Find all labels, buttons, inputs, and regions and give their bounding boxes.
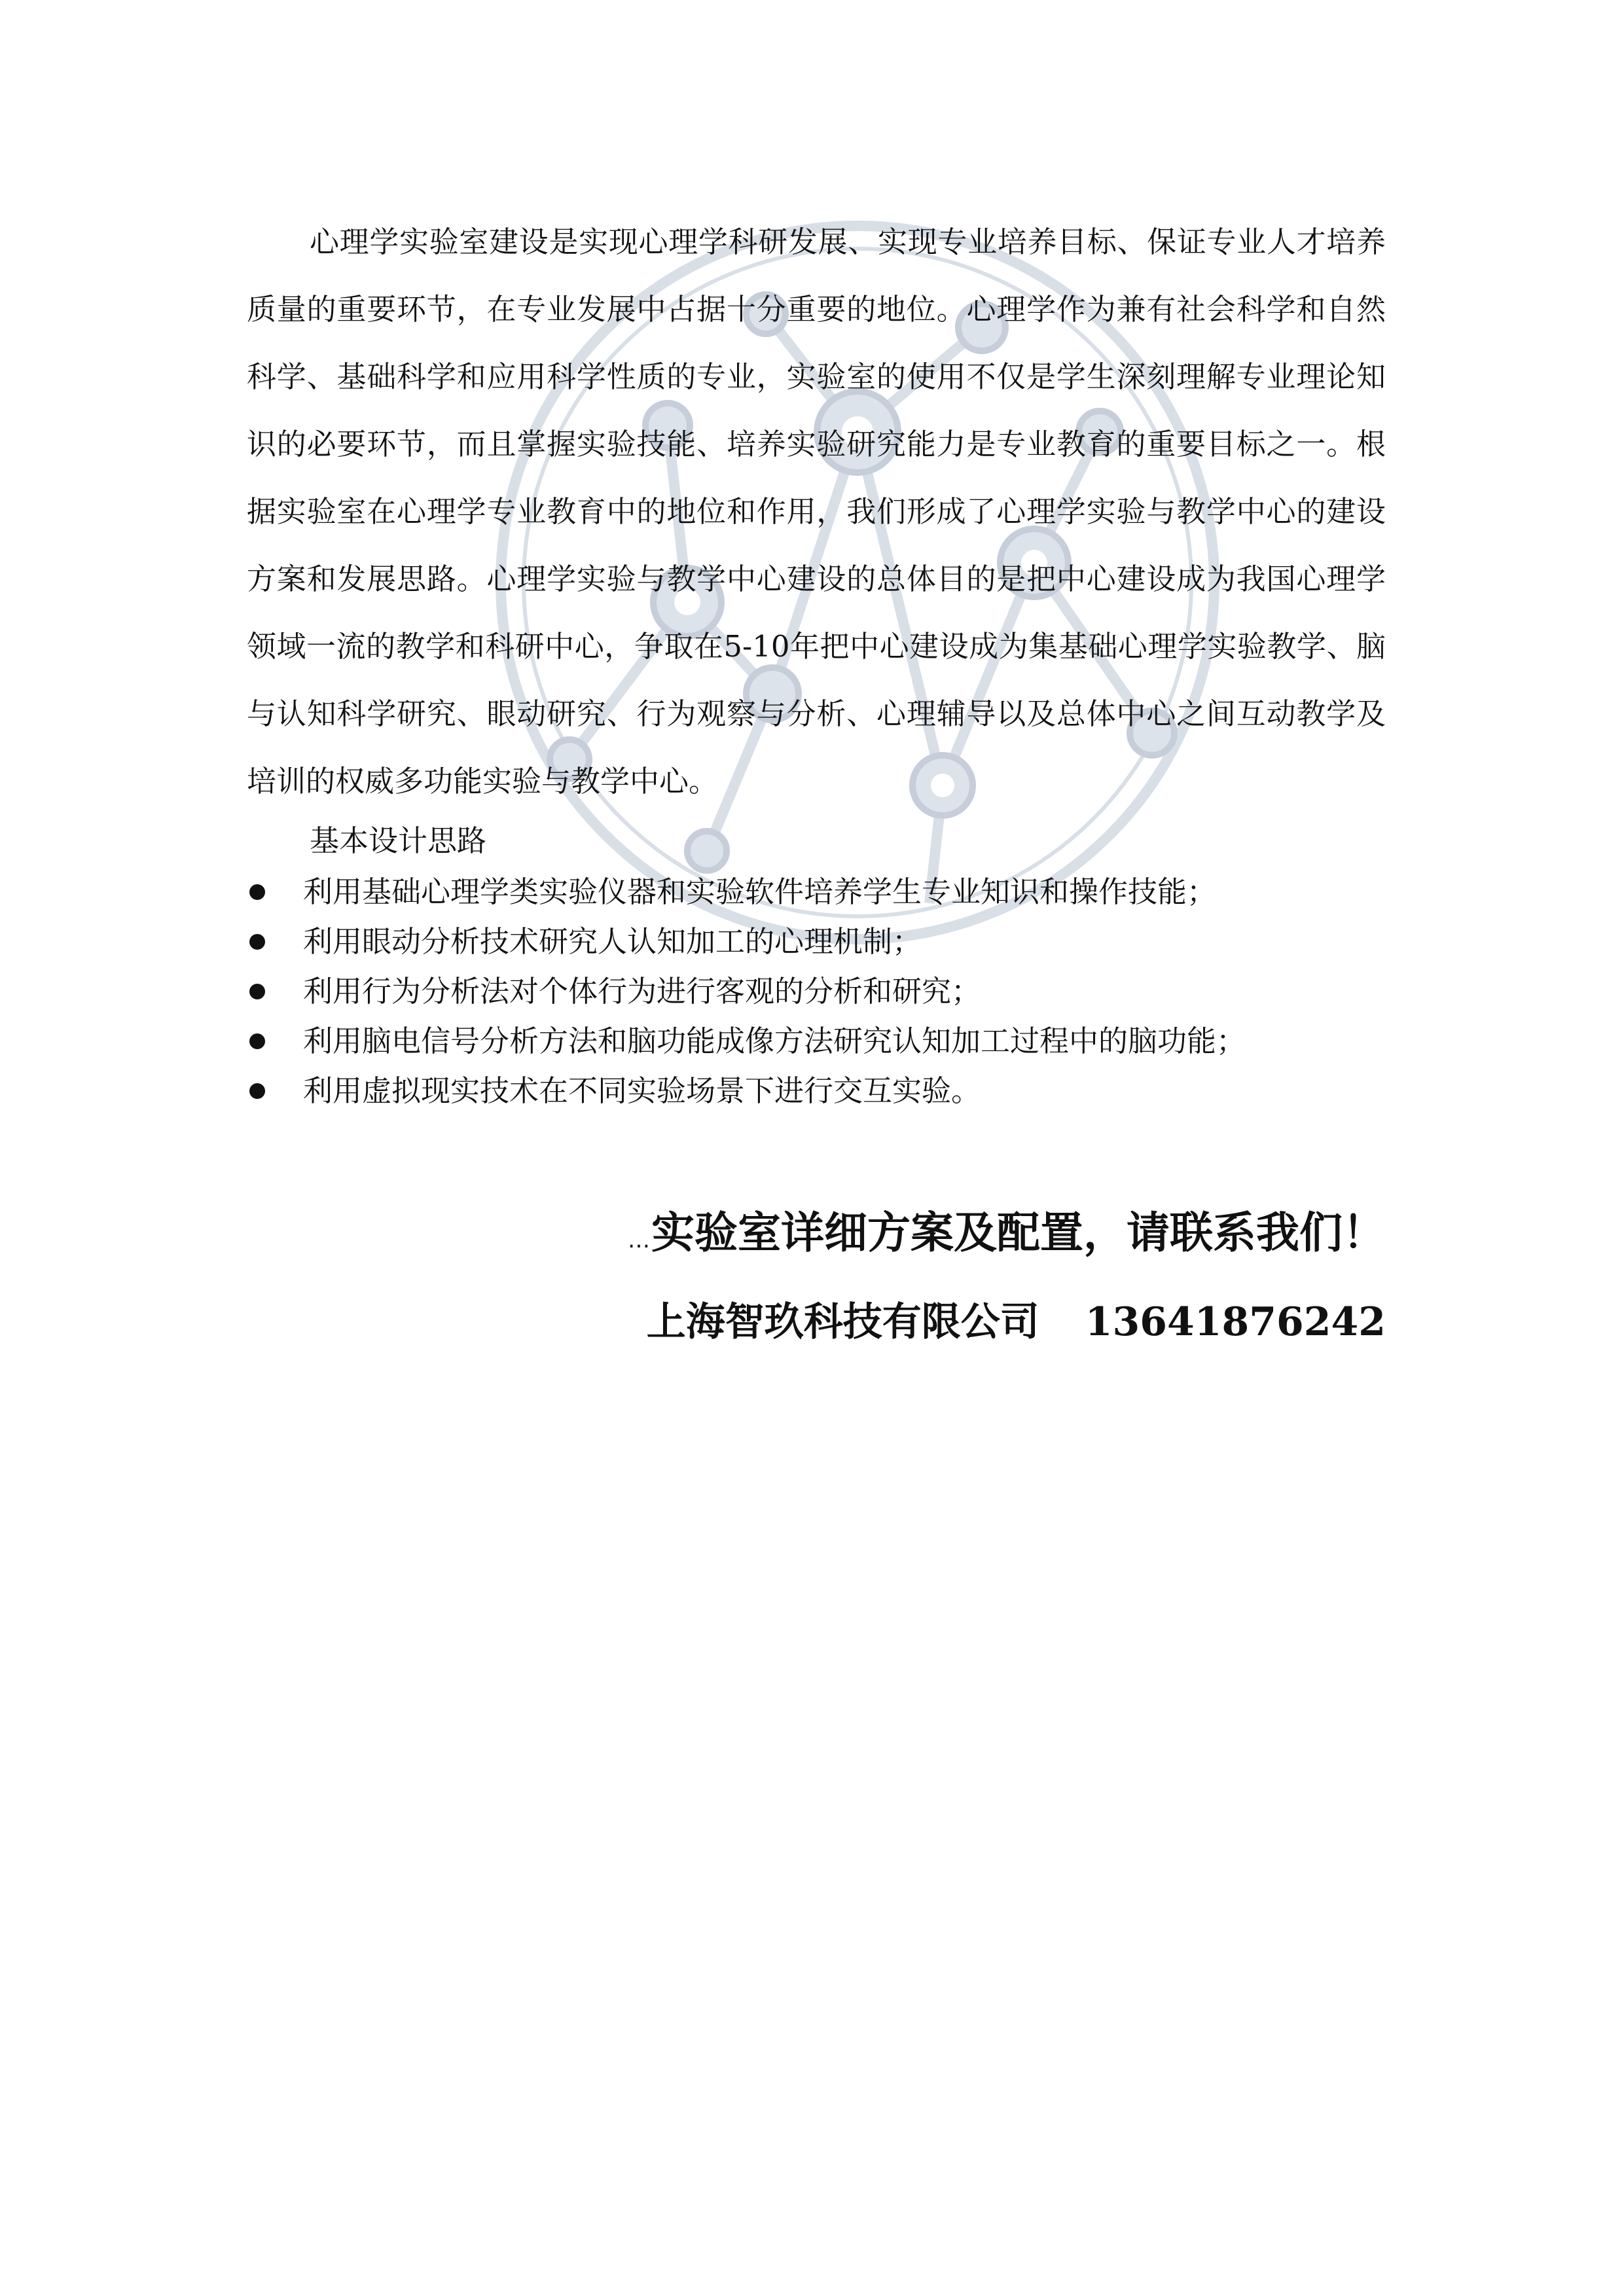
intro-paragraph: 心理学实验室建设是实现心理学科研发展、实现专业培养目标、保证专业人才培养质量的重要环节，在专业发展中占据十分重要的地位。心理学作为兼有社会科学和自然科学、基础科学和应用科学性质的专业，实验室的使用不仅是学生深刻理解专业理论知识的必要环节，而且掌握实验技能、培养实验研究能力是专业教育的重要目标之一。根据实验室在心理学专业教育中的地位和作用，我们形成了心理学实验与教学中心的建设方案和发展思路。心理学实验与教学中心建设的总体目的是把中心建设成为我国心理学领域一流的教学和科研中心，争取在5-10年把中心建设成为集基础心理学实验教学、脑与认知科学研究、眼动研究、行为观察与分析、心理辅导以及总体中心之间互动教学及培训的权威多功能实验与教学中心。 xyxy=(247,224,1386,798)
list-item-text: 利用行为分析法对个体行为进行客观的分析和研究； xyxy=(303,974,981,1009)
design-bullet-list xyxy=(247,867,1386,1116)
bullet-dot-icon xyxy=(249,984,265,999)
list-item xyxy=(247,867,1386,917)
list-item xyxy=(247,1016,1386,1066)
bullet-dot-icon xyxy=(249,884,265,900)
bullet-dot-icon xyxy=(249,1083,265,1099)
list-item-text: 利用基础心理学类实验仪器和实验软件培养学生专业知识和操作技能； xyxy=(303,874,1217,909)
callout-ellipsis: … xyxy=(628,1227,651,1253)
document-body xyxy=(247,208,1386,1116)
contact-callout xyxy=(628,1198,1386,1260)
callout-text: 实验室详细方案及配置，请联系我们！ xyxy=(651,1208,1386,1258)
company-name: 上海智玖科技有限公司 xyxy=(646,1299,1039,1345)
list-item xyxy=(247,917,1386,967)
list-item-text: 利用眼动分析技术研究人认知加工的心理机制； xyxy=(303,924,922,959)
list-item-text: 利用脑电信号分析方法和脑功能成像方法研究认知加工过程中的脑功能； xyxy=(303,1024,1246,1058)
list-item xyxy=(247,967,1386,1016)
company-contact xyxy=(647,1291,1386,1347)
bullet-dot-icon xyxy=(249,1033,265,1049)
bullet-dot-icon xyxy=(249,934,265,950)
company-phone: 13641876242 xyxy=(1085,1299,1386,1345)
design-heading: 基本设计思路 xyxy=(310,823,487,858)
list-item-text: 利用虚拟现实技术在不同实验场景下进行交互实验。 xyxy=(303,1073,981,1108)
list-item xyxy=(247,1066,1386,1116)
